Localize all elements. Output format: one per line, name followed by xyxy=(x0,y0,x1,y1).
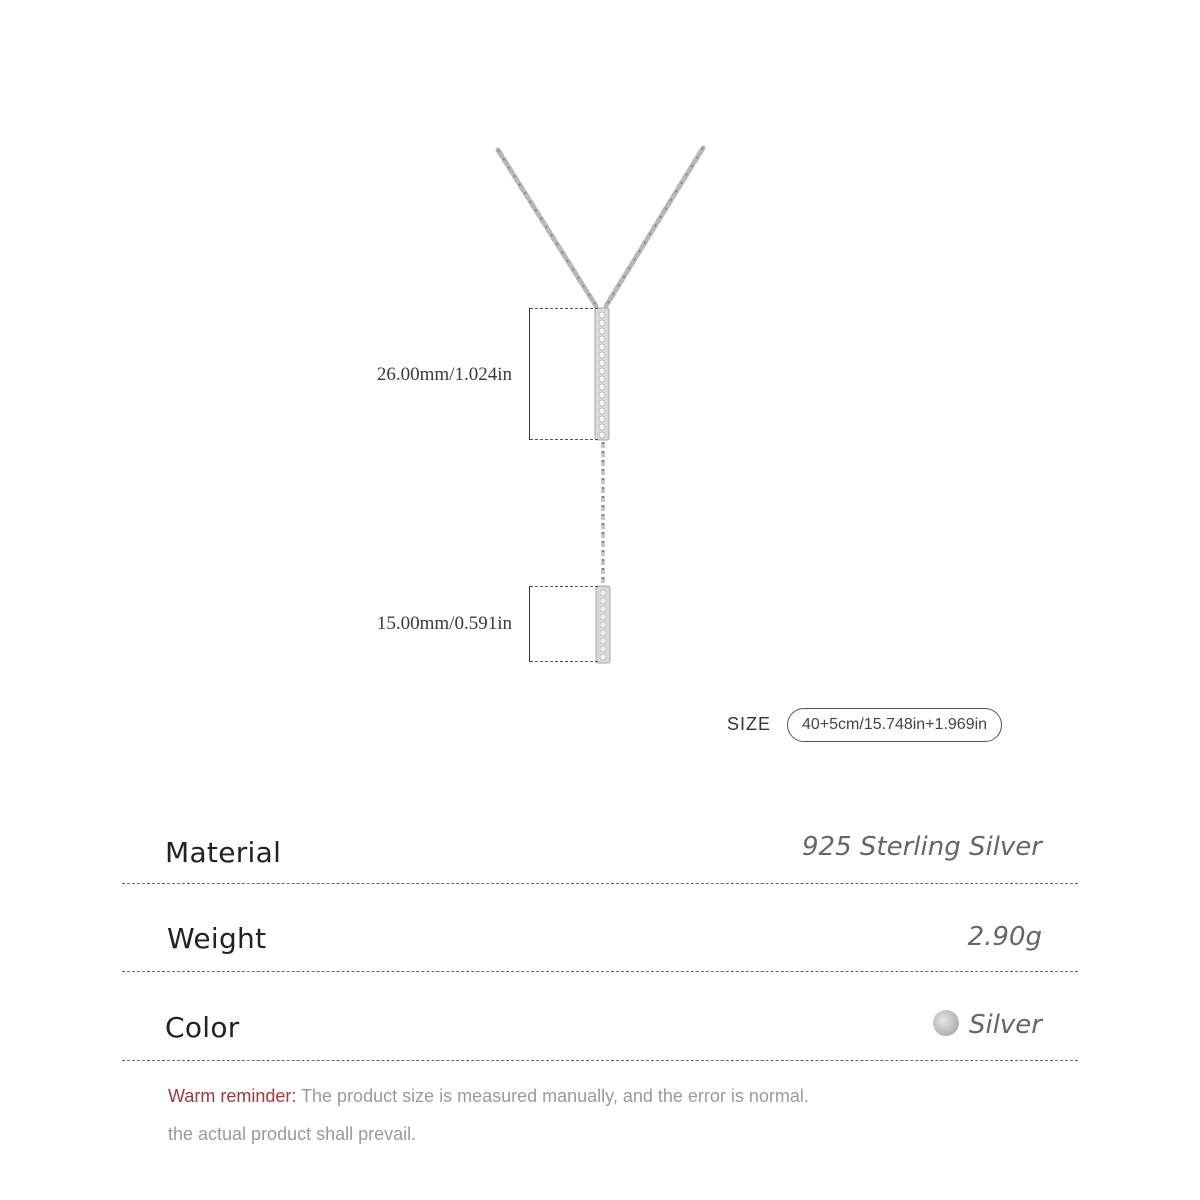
divider xyxy=(122,883,1078,884)
spec-value-material: 925 Sterling Silver xyxy=(802,832,1042,862)
spec-value-weight: 2.90g xyxy=(967,922,1042,952)
spec-value-color xyxy=(933,1010,1042,1040)
size-label: SIZE xyxy=(727,714,772,734)
size-value-pill: 40+5cm/15.748in+1.969in xyxy=(787,708,1002,742)
color-value-text: Silver xyxy=(968,1010,1042,1040)
spec-key-material: Material xyxy=(165,836,282,869)
lower-bar-dimension: 15.00mm/0.591in xyxy=(376,613,512,634)
lower-bar-bracket xyxy=(529,586,600,662)
reminder-prefix: Warm reminder: xyxy=(168,1086,297,1106)
divider xyxy=(122,971,1078,972)
upper-bar-bracket xyxy=(529,308,600,440)
spec-key-color: Color xyxy=(165,1011,240,1044)
reminder-line-2: the actual product shall prevail. xyxy=(168,1124,417,1144)
divider xyxy=(122,1060,1078,1061)
reminder-text: The product size is measured manually, and the error is normal. xyxy=(296,1086,809,1106)
spec-key-weight: Weight xyxy=(167,922,267,955)
upper-bar-dimension: 26.00mm/1.024in xyxy=(376,364,512,385)
reminder-line-1 xyxy=(168,1086,809,1107)
silver-swatch-icon xyxy=(933,1010,959,1036)
